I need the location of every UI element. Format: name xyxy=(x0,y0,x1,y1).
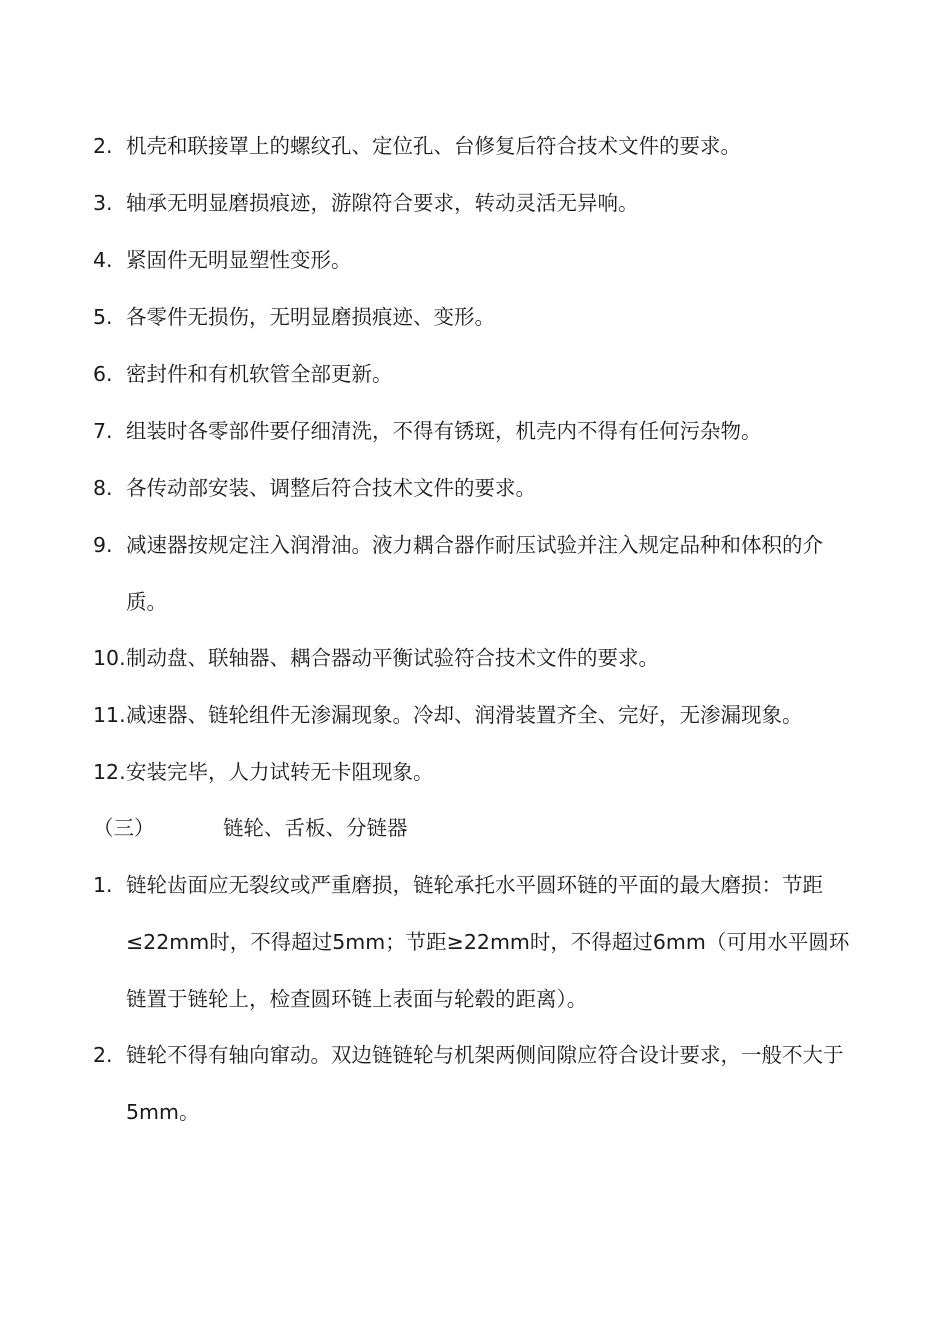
list-item xyxy=(93,118,863,175)
list-item xyxy=(93,346,863,403)
item-number: 11. xyxy=(93,703,126,727)
item-number: 3. xyxy=(93,191,113,215)
item-number: 5. xyxy=(93,305,113,329)
item-text: 组装时各零部件要仔细清洗，不得有锈斑，机壳内不得有任何污杂物。 xyxy=(126,419,762,443)
item-number: 12. xyxy=(93,760,126,784)
item-number: 10. xyxy=(93,646,126,670)
list-item xyxy=(93,744,863,801)
list-item xyxy=(93,460,863,517)
item-number: 1. xyxy=(93,873,113,897)
item-text: 减速器、链轮组件无渗漏现象。冷却、润滑装置齐全、完好，无渗漏现象。 xyxy=(126,703,803,727)
section-title: 链轮、舌板、分链器 xyxy=(223,816,408,840)
item-number: 4. xyxy=(93,248,113,272)
item-text: 机壳和联接罩上的螺纹孔、定位孔、台修复后符合技术文件的要求。 xyxy=(126,134,741,158)
item-text: 各传动部安装、调整后符合技术文件的要求。 xyxy=(126,476,536,500)
list-item xyxy=(93,687,863,744)
list-item xyxy=(93,403,863,460)
item-number: 7. xyxy=(93,419,113,443)
item-number: 2. xyxy=(93,134,113,158)
item-number: 9. xyxy=(93,533,113,557)
item-text: 链轮不得有轴向窜动。双边链链轮与机架两侧间隙应符合设计要求，一般不大于5mm。 xyxy=(126,1043,844,1124)
item-text: 制动盘、联轴器、耦合器动平衡试验符合技术文件的要求。 xyxy=(126,646,659,670)
item-text: 紧固件无明显塑性变形。 xyxy=(126,248,352,272)
list-item xyxy=(93,232,863,289)
list-item xyxy=(93,857,863,1028)
list-item xyxy=(93,517,863,631)
item-number: 8. xyxy=(93,476,113,500)
item-text: 各零件无损伤，无明显磨损痕迹、变形。 xyxy=(126,305,495,329)
list-item xyxy=(93,630,863,687)
item-text: 轴承无明显磨损痕迹，游隙符合要求，转动灵活无异响。 xyxy=(126,191,639,215)
item-text: 安装完毕，人力试转无卡阻现象。 xyxy=(126,760,434,784)
item-number: 2. xyxy=(93,1043,113,1067)
item-text: 减速器按规定注入润滑油。液力耦合器作耐压试验并注入规定品种和体积的介质。 xyxy=(126,533,823,614)
item-text: 链轮齿面应无裂纹或严重磨损，链轮承托水平圆环链的平面的最大磨损：节距≤22mm时，不得超过5mm；节距≥22mm时，不得超过6mm（可用水平圆环链置于链轮上，检查圆环链上表面与轮毂的距离）。 xyxy=(126,873,850,1011)
list-item xyxy=(93,175,863,232)
list-item xyxy=(93,1027,863,1141)
section-heading xyxy=(93,800,863,857)
section-number: （三） xyxy=(93,816,155,840)
list-item xyxy=(93,289,863,346)
item-number: 6. xyxy=(93,362,113,386)
item-text: 密封件和有机软管全部更新。 xyxy=(126,362,393,386)
